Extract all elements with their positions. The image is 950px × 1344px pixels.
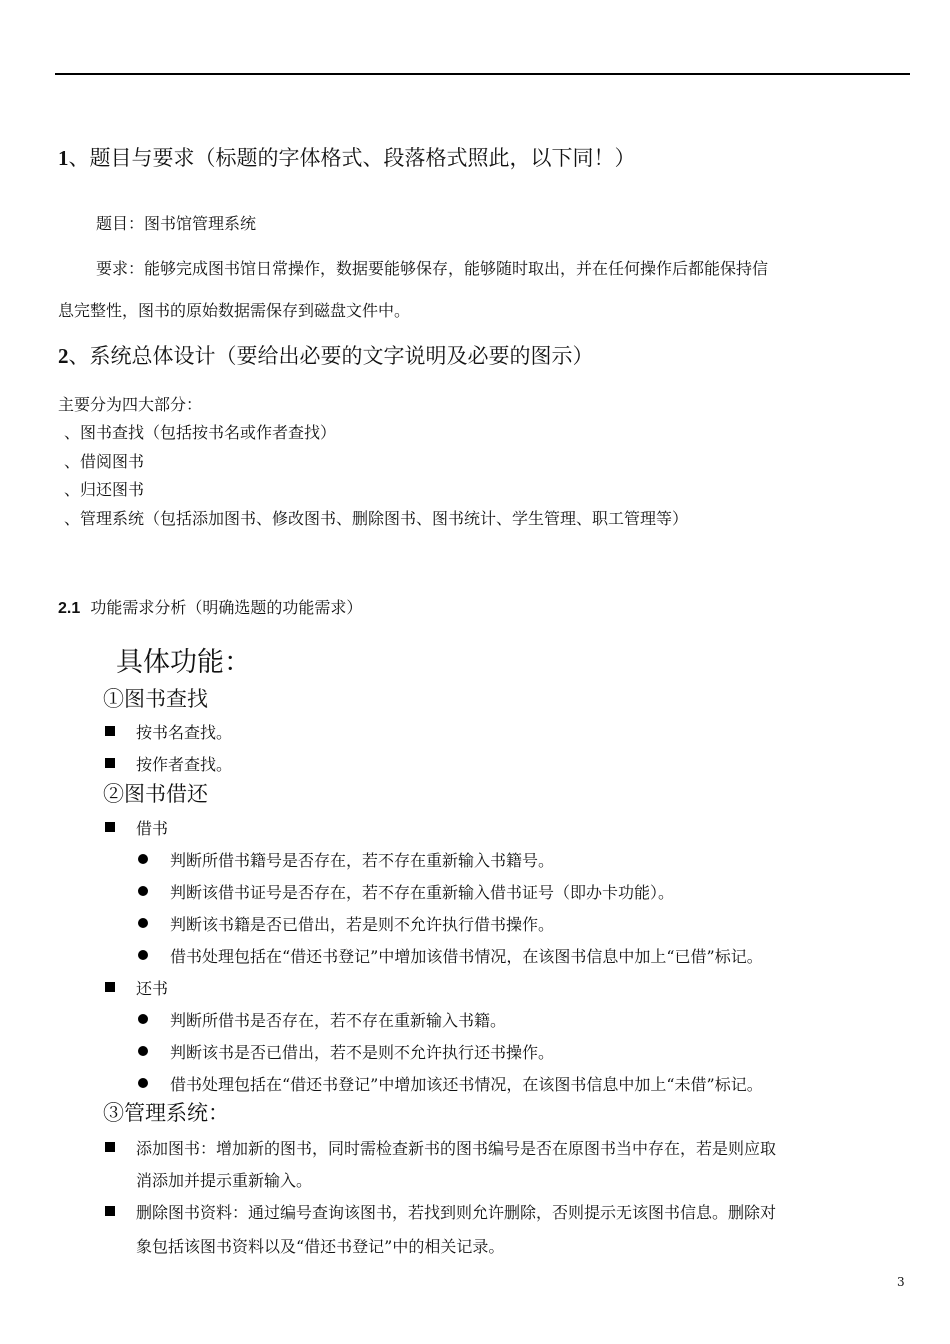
borrow-item: 判断该书籍是否已借出，若是则不允许执行借书操作。 (170, 915, 555, 934)
delete-book-line-1: 删除图书资料：通过编号查询该图书，若找到则允许删除，否则提示无该图书信息。删除对 (136, 1203, 777, 1222)
square-bullet-icon (105, 1206, 115, 1216)
borrow-return-subheading: ②图书借还 (103, 782, 208, 806)
section-2-1-heading: 2.1 功能需求分析（明确选题的功能需求） (58, 598, 363, 617)
search-subheading: ①图书查找 (103, 687, 208, 711)
borrow-item: 借书处理包括在“借还书登记”中增加该借书情况，在该图书信息中加上“已借”标记。 (170, 947, 763, 966)
square-bullet-icon (105, 822, 115, 832)
borrow-item: 判断所借书籍号是否存在，若不存在重新输入书籍号。 (170, 851, 555, 870)
round-bullet-icon (138, 918, 148, 928)
return-item: 借书处理包括在“借还书登记”中增加该还书情况，在该图书信息中加上“未借”标记。 (170, 1075, 763, 1094)
return-item: 判断该书是否已借出，若不是则不允许执行还书操作。 (170, 1043, 555, 1062)
square-bullet-icon (105, 982, 115, 992)
topic-line: 题目：图书馆管理系统 (96, 214, 257, 233)
page-number: 3 (897, 1275, 905, 1289)
section-1-heading: 1、题目与要求（标题的字体格式、段落格式照此，以下同！） (58, 146, 636, 170)
square-bullet-icon (105, 1142, 115, 1152)
search-item: 按书名查找。 (136, 723, 233, 742)
round-bullet-icon (138, 1014, 148, 1024)
delete-book-line-2: 象包括该图书资料以及“借还书登记”中的相关记录。 (136, 1237, 505, 1256)
borrow-label: 借书 (136, 819, 169, 838)
requirement-line-1: 要求：能够完成图书馆日常操作，数据要能够保存，能够随时取出，并在任何操作后都能保持信 (96, 259, 769, 278)
round-bullet-icon (138, 1078, 148, 1088)
round-bullet-icon (138, 950, 148, 960)
round-bullet-icon (138, 886, 148, 896)
return-label: 还书 (136, 979, 169, 998)
section-2-heading: 2、系统总体设计（要给出必要的文字说明及必要的图示） (58, 344, 594, 368)
return-item: 判断所借书是否存在，若不存在重新输入书籍。 (170, 1011, 507, 1030)
search-item: 按作者查找。 (136, 755, 233, 774)
parts-intro: 主要分为四大部分： (58, 395, 203, 414)
part-item: 、图书查找（包括按书名或作者查找） (64, 423, 337, 442)
round-bullet-icon (138, 854, 148, 864)
borrow-item: 判断该借书证号是否存在，若不存在重新输入借书证号（即办卡功能）。 (170, 883, 675, 902)
functions-heading: 具体功能： (116, 647, 251, 678)
square-bullet-icon (105, 726, 115, 736)
add-book-line-1: 添加图书：增加新的图书，同时需检查新书的图书编号是否在原图书当中存在，若是则应取 (136, 1139, 777, 1158)
part-item: 、借阅图书 (64, 452, 145, 471)
add-book-line-2: 消添加并提示重新输入。 (136, 1171, 313, 1190)
square-bullet-icon (105, 758, 115, 768)
round-bullet-icon (138, 1046, 148, 1056)
header-rule (55, 73, 910, 75)
part-item: 、管理系统（包括添加图书、修改图书、删除图书、图书统计、学生管理、职工管理等） (64, 509, 689, 528)
part-item: 、归还图书 (64, 480, 145, 499)
management-subheading: ③管理系统： (103, 1101, 229, 1125)
requirement-line-2: 息完整性，图书的原始数据需保存到磁盘文件中。 (58, 301, 411, 320)
